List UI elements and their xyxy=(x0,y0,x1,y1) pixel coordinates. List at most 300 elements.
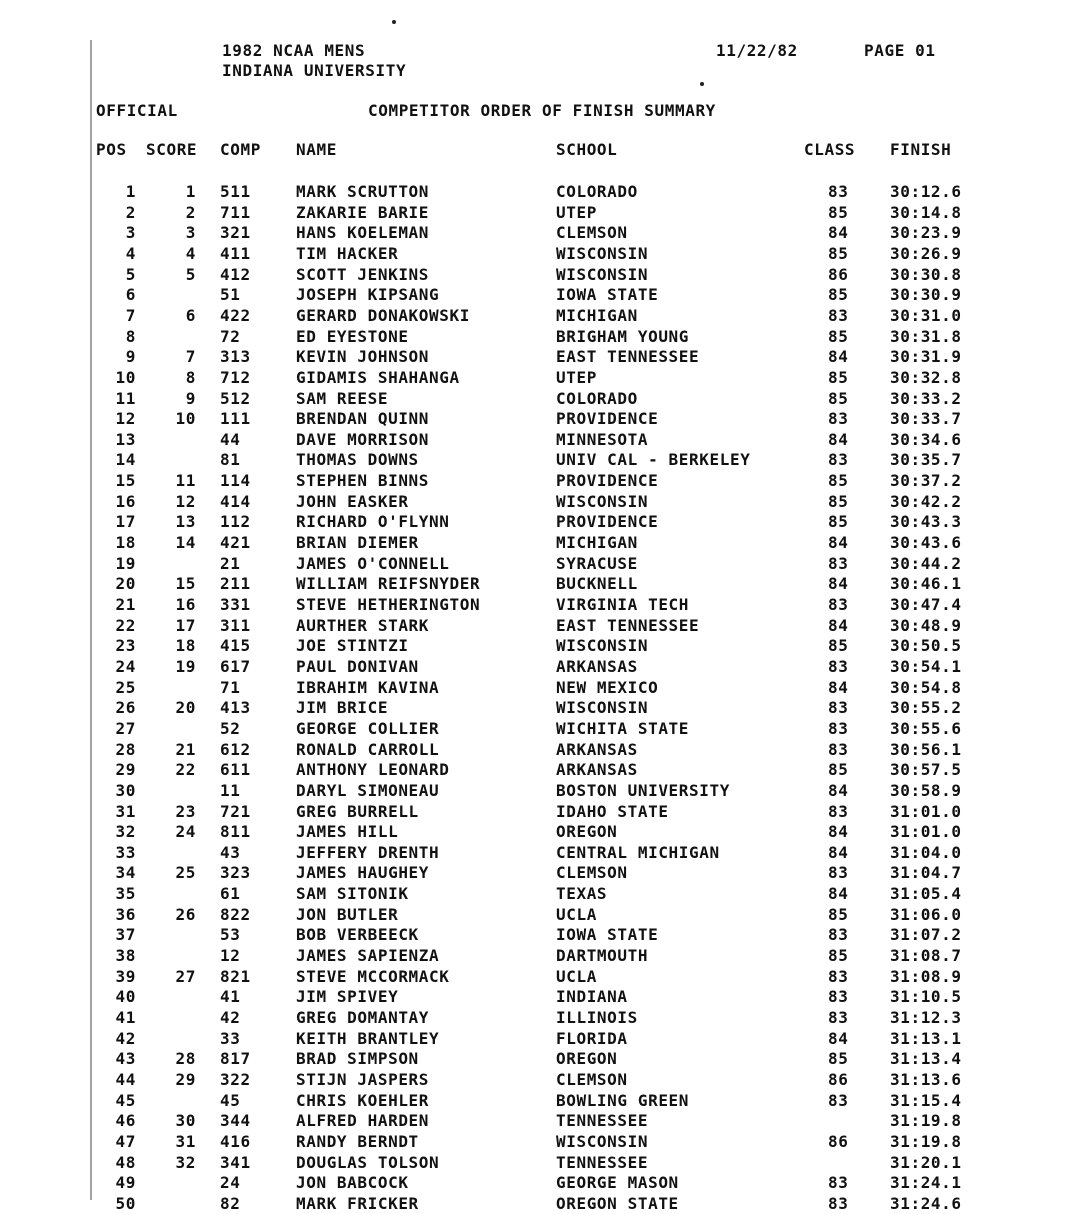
row-runner-name: KEITH BRANTLEY xyxy=(296,1028,440,1048)
row-competitor-number: 421 xyxy=(220,533,251,553)
row-runner-name: JAMES HAUGHEY xyxy=(296,863,430,883)
row-competitor-number: 821 xyxy=(220,966,251,986)
row-school: PROVIDENCE xyxy=(556,512,659,532)
row-finish-time: 30:58.9 xyxy=(890,780,962,800)
row-team-score: 22 xyxy=(175,760,196,780)
row-class-year: 83 xyxy=(828,409,849,429)
row-team-score: 25 xyxy=(175,863,196,883)
row-runner-name: ED EYESTONE xyxy=(296,326,409,346)
row-school: UCLA xyxy=(556,904,597,924)
row-competitor-number: 114 xyxy=(220,471,251,491)
row-runner-name: JAMES SAPIENZA xyxy=(296,946,440,966)
row-competitor-number: 43 xyxy=(220,842,241,862)
row-position: 40 xyxy=(115,987,136,1007)
row-team-score: 13 xyxy=(175,512,196,532)
row-position: 44 xyxy=(115,1069,136,1089)
table-row xyxy=(0,905,1088,925)
row-finish-time: 30:30.8 xyxy=(890,264,962,284)
row-runner-name: JON BUTLER xyxy=(296,904,399,924)
table-row xyxy=(0,863,1088,883)
table-row xyxy=(0,512,1088,532)
row-finish-time: 31:24.1 xyxy=(890,1173,962,1193)
row-school: COLORADO xyxy=(556,388,638,408)
report-title: COMPETITOR ORDER OF FINISH SUMMARY xyxy=(368,101,716,120)
row-class-year: 86 xyxy=(828,1131,849,1151)
row-competitor-number: 52 xyxy=(220,718,241,738)
row-school: BUCKNELL xyxy=(556,574,638,594)
row-school: TENNESSEE xyxy=(556,1152,649,1172)
row-runner-name: GERARD DONAKOWSKI xyxy=(296,305,470,325)
table-row xyxy=(0,450,1088,470)
row-runner-name: TIM HACKER xyxy=(296,243,399,263)
table-row xyxy=(0,781,1088,801)
row-runner-name: SAM REESE xyxy=(296,388,389,408)
row-finish-time: 31:15.4 xyxy=(890,1090,962,1110)
row-competitor-number: 71 xyxy=(220,677,241,697)
row-class-year: 83 xyxy=(828,925,849,945)
row-position: 19 xyxy=(115,553,136,573)
row-runner-name: CHRIS KOEHLER xyxy=(296,1090,430,1110)
scan-speck xyxy=(392,20,396,24)
row-competitor-number: 45 xyxy=(220,1090,241,1110)
row-finish-time: 30:46.1 xyxy=(890,574,962,594)
row-finish-time: 31:12.3 xyxy=(890,1008,962,1027)
row-competitor-number: 422 xyxy=(220,305,251,325)
row-runner-name: JOSEPH KIPSANG xyxy=(296,285,440,305)
row-competitor-number: 617 xyxy=(220,656,251,676)
row-finish-time: 31:13.1 xyxy=(890,1028,962,1048)
row-finish-time: 30:43.3 xyxy=(890,512,962,532)
table-row xyxy=(0,285,1088,305)
row-school: SYRACUSE xyxy=(556,553,638,573)
table-row xyxy=(0,719,1088,739)
row-runner-name: JIM SPIVEY xyxy=(296,987,399,1007)
row-class-year: 83 xyxy=(828,966,849,986)
row-class-year: 84 xyxy=(828,677,849,697)
row-runner-name: ANTHONY LEONARD xyxy=(296,760,450,780)
table-row xyxy=(0,1153,1088,1173)
table-row xyxy=(0,265,1088,285)
row-runner-name: GREG BURRELL xyxy=(296,801,419,821)
row-runner-name: KEVIN JOHNSON xyxy=(296,347,430,367)
row-competitor-number: 111 xyxy=(220,409,251,429)
row-runner-name: MARK FRICKER xyxy=(296,1193,419,1213)
row-runner-name: JAMES O'CONNELL xyxy=(296,553,450,573)
row-position: 31 xyxy=(115,801,136,821)
table-row xyxy=(0,1070,1088,1090)
row-position: 30 xyxy=(115,780,136,800)
row-competitor-number: 611 xyxy=(220,760,251,780)
row-runner-name: ALFRED HARDEN xyxy=(296,1111,430,1131)
col-header-name: NAME xyxy=(296,140,337,159)
col-header-school: SCHOOL xyxy=(556,140,618,159)
row-school: VIRGINIA TECH xyxy=(556,595,690,614)
row-competitor-number: 321 xyxy=(220,223,251,243)
row-runner-name: JOHN EASKER xyxy=(296,491,409,511)
row-team-score: 16 xyxy=(175,595,196,614)
row-team-score: 12 xyxy=(175,491,196,511)
row-class-year: 85 xyxy=(828,326,849,346)
row-runner-name: JON BABCOCK xyxy=(296,1173,409,1193)
row-finish-time: 31:08.7 xyxy=(890,946,962,966)
table-row xyxy=(0,182,1088,202)
row-position: 13 xyxy=(115,429,136,449)
row-position: 39 xyxy=(115,966,136,986)
row-finish-time: 31:19.8 xyxy=(890,1131,962,1151)
row-finish-time: 30:30.9 xyxy=(890,285,962,305)
row-team-score: 29 xyxy=(175,1069,196,1089)
table-row xyxy=(0,946,1088,966)
row-team-score: 31 xyxy=(175,1131,196,1151)
row-finish-time: 30:56.1 xyxy=(890,739,962,759)
row-school: ILLINOIS xyxy=(556,1008,638,1027)
row-school: MICHIGAN xyxy=(556,533,638,553)
row-runner-name: PAUL DONIVAN xyxy=(296,656,419,676)
row-finish-time: 30:31.9 xyxy=(890,347,962,367)
row-runner-name: AURTHER STARK xyxy=(296,615,430,635)
table-row xyxy=(0,843,1088,863)
row-class-year: 83 xyxy=(828,801,849,821)
row-finish-time: 30:33.7 xyxy=(890,409,962,429)
row-class-year: 83 xyxy=(828,305,849,325)
row-class-year: 85 xyxy=(828,1049,849,1069)
row-class-year: 85 xyxy=(828,636,849,656)
row-finish-time: 30:31.8 xyxy=(890,326,962,346)
row-competitor-number: 822 xyxy=(220,904,251,924)
row-school: ARKANSAS xyxy=(556,760,638,780)
row-class-year: 83 xyxy=(828,553,849,573)
row-team-score: 18 xyxy=(175,636,196,656)
table-row xyxy=(0,616,1088,636)
row-school: EAST TENNESSEE xyxy=(556,615,700,635)
row-finish-time: 31:13.6 xyxy=(890,1069,962,1089)
row-school: FLORIDA xyxy=(556,1028,628,1048)
row-class-year: 83 xyxy=(828,595,849,614)
row-class-year: 83 xyxy=(828,656,849,676)
row-team-score: 20 xyxy=(175,698,196,718)
row-team-score: 2 xyxy=(185,202,196,222)
row-school: ARKANSAS xyxy=(556,656,638,676)
row-position: 11 xyxy=(115,388,136,408)
row-school: DARTMOUTH xyxy=(556,946,649,966)
row-position: 45 xyxy=(115,1090,136,1110)
row-competitor-number: 416 xyxy=(220,1131,251,1151)
row-runner-name: HANS KOELEMAN xyxy=(296,223,430,243)
host-name: INDIANA UNIVERSITY xyxy=(222,61,407,80)
table-row xyxy=(0,368,1088,388)
table-row xyxy=(0,223,1088,243)
row-finish-time: 30:55.6 xyxy=(890,718,962,738)
row-class-year: 84 xyxy=(828,842,849,862)
report-date: 11/22/82 xyxy=(716,41,798,60)
row-runner-name: DAVE MORRISON xyxy=(296,429,430,449)
row-team-score: 8 xyxy=(185,367,196,387)
table-row xyxy=(0,822,1088,842)
row-position: 21 xyxy=(115,595,136,614)
row-position: 32 xyxy=(115,822,136,842)
row-competitor-number: 211 xyxy=(220,574,251,594)
row-class-year: 83 xyxy=(828,1008,849,1027)
row-finish-time: 31:20.1 xyxy=(890,1152,962,1172)
row-position: 23 xyxy=(115,636,136,656)
row-school: IOWA STATE xyxy=(556,925,659,945)
row-competitor-number: 81 xyxy=(220,450,241,470)
row-competitor-number: 712 xyxy=(220,367,251,387)
row-school: OREGON STATE xyxy=(556,1193,679,1213)
row-team-score: 11 xyxy=(175,471,196,491)
table-row xyxy=(0,389,1088,409)
row-position: 42 xyxy=(115,1028,136,1048)
row-runner-name: STIJN JASPERS xyxy=(296,1069,430,1089)
row-competitor-number: 711 xyxy=(220,202,251,222)
row-team-score: 32 xyxy=(175,1152,196,1172)
row-finish-time: 30:54.1 xyxy=(890,656,962,676)
row-class-year: 83 xyxy=(828,987,849,1007)
row-position: 25 xyxy=(115,677,136,697)
row-school: UCLA xyxy=(556,966,597,986)
row-school: CENTRAL MICHIGAN xyxy=(556,842,720,862)
row-class-year: 84 xyxy=(828,574,849,594)
row-position: 20 xyxy=(115,574,136,594)
row-school: UNIV CAL - BERKELEY xyxy=(556,450,751,470)
row-competitor-number: 313 xyxy=(220,347,251,367)
row-team-score: 27 xyxy=(175,966,196,986)
row-finish-time: 31:08.9 xyxy=(890,966,962,986)
row-class-year: 84 xyxy=(828,615,849,635)
col-header-finish: FINISH xyxy=(890,140,952,159)
table-row xyxy=(0,760,1088,780)
table-row xyxy=(0,657,1088,677)
row-class-year: 83 xyxy=(828,1193,849,1213)
row-finish-time: 31:05.4 xyxy=(890,884,962,904)
row-team-score: 7 xyxy=(185,347,196,367)
row-position: 2 xyxy=(125,202,136,222)
row-position: 7 xyxy=(125,305,136,325)
table-row xyxy=(0,1111,1088,1131)
row-class-year: 83 xyxy=(828,1090,849,1110)
table-row xyxy=(0,925,1088,945)
row-runner-name: JAMES HILL xyxy=(296,822,399,842)
row-finish-time: 30:44.2 xyxy=(890,553,962,573)
row-school: BOSTON UNIVERSITY xyxy=(556,780,730,800)
row-finish-time: 30:42.2 xyxy=(890,491,962,511)
row-competitor-number: 53 xyxy=(220,925,241,945)
row-competitor-number: 112 xyxy=(220,512,251,532)
row-school: CLEMSON xyxy=(556,863,628,883)
table-row xyxy=(0,244,1088,264)
row-runner-name: THOMAS DOWNS xyxy=(296,450,419,470)
row-position: 6 xyxy=(125,285,136,305)
table-row xyxy=(0,471,1088,491)
row-class-year: 85 xyxy=(828,388,849,408)
row-competitor-number: 811 xyxy=(220,822,251,842)
row-competitor-number: 341 xyxy=(220,1152,251,1172)
row-runner-name: ZAKARIE BARIE xyxy=(296,202,430,222)
row-finish-time: 30:43.6 xyxy=(890,533,962,553)
row-finish-time: 31:06.0 xyxy=(890,904,962,924)
row-team-score: 23 xyxy=(175,801,196,821)
row-finish-time: 31:13.4 xyxy=(890,1049,962,1069)
table-row xyxy=(0,595,1088,615)
row-school: ARKANSAS xyxy=(556,739,638,759)
row-runner-name: DARYL SIMONEAU xyxy=(296,780,440,800)
row-class-year: 85 xyxy=(828,202,849,222)
row-position: 1 xyxy=(125,182,136,201)
row-runner-name: STEPHEN BINNS xyxy=(296,471,430,491)
row-finish-time: 31:24.6 xyxy=(890,1193,962,1213)
row-school: TEXAS xyxy=(556,884,608,904)
row-runner-name: GREG DOMANTAY xyxy=(296,1008,430,1027)
row-class-year: 83 xyxy=(828,739,849,759)
row-competitor-number: 311 xyxy=(220,615,251,635)
row-runner-name: IBRAHIM KAVINA xyxy=(296,677,440,697)
row-class-year: 86 xyxy=(828,264,849,284)
row-runner-name: WILLIAM REIFSNYDER xyxy=(296,574,481,594)
row-finish-time: 30:48.9 xyxy=(890,615,962,635)
row-class-year: 85 xyxy=(828,367,849,387)
event-title: 1982 NCAA MENS xyxy=(222,41,366,60)
row-class-year: 84 xyxy=(828,223,849,243)
row-competitor-number: 11 xyxy=(220,780,241,800)
table-row xyxy=(0,967,1088,987)
table-row xyxy=(0,1091,1088,1111)
table-row xyxy=(0,409,1088,429)
row-position: 18 xyxy=(115,533,136,553)
table-row xyxy=(0,306,1088,326)
row-finish-time: 30:35.7 xyxy=(890,450,962,470)
row-finish-time: 30:37.2 xyxy=(890,471,962,491)
row-school: CLEMSON xyxy=(556,1069,628,1089)
row-position: 22 xyxy=(115,615,136,635)
row-school: MICHIGAN xyxy=(556,305,638,325)
row-class-year: 83 xyxy=(828,450,849,470)
row-position: 8 xyxy=(125,326,136,346)
row-position: 41 xyxy=(115,1008,136,1027)
row-position: 47 xyxy=(115,1131,136,1151)
row-runner-name: GIDAMIS SHAHANGA xyxy=(296,367,460,387)
row-school: PROVIDENCE xyxy=(556,409,659,429)
row-runner-name: BRENDAN QUINN xyxy=(296,409,430,429)
table-row xyxy=(0,987,1088,1007)
page-number: PAGE 01 xyxy=(864,41,936,60)
row-team-score: 19 xyxy=(175,656,196,676)
row-class-year: 85 xyxy=(828,946,849,966)
row-school: NEW MEXICO xyxy=(556,677,659,697)
row-finish-time: 30:55.2 xyxy=(890,698,962,718)
row-class-year: 83 xyxy=(828,1173,849,1193)
row-team-score: 6 xyxy=(185,305,196,325)
row-runner-name: RONALD CARROLL xyxy=(296,739,440,759)
row-school: IOWA STATE xyxy=(556,285,659,305)
row-finish-time: 30:47.4 xyxy=(890,595,962,614)
row-competitor-number: 33 xyxy=(220,1028,241,1048)
row-competitor-number: 415 xyxy=(220,636,251,656)
row-school: WISCONSIN xyxy=(556,636,649,656)
table-row xyxy=(0,574,1088,594)
row-finish-time: 30:57.5 xyxy=(890,760,962,780)
row-class-year: 84 xyxy=(828,1028,849,1048)
row-class-year: 84 xyxy=(828,429,849,449)
row-competitor-number: 413 xyxy=(220,698,251,718)
row-class-year: 84 xyxy=(828,347,849,367)
row-team-score: 26 xyxy=(175,904,196,924)
row-position: 24 xyxy=(115,656,136,676)
table-row xyxy=(0,533,1088,553)
row-finish-time: 30:31.0 xyxy=(890,305,962,325)
table-row xyxy=(0,1194,1088,1214)
row-finish-time: 30:34.6 xyxy=(890,429,962,449)
row-school: BOWLING GREEN xyxy=(556,1090,690,1110)
row-runner-name: RANDY BERNDT xyxy=(296,1131,419,1151)
row-finish-time: 31:01.0 xyxy=(890,801,962,821)
row-school: COLORADO xyxy=(556,182,638,201)
row-team-score: 30 xyxy=(175,1111,196,1131)
row-school: PROVIDENCE xyxy=(556,471,659,491)
row-class-year: 83 xyxy=(828,718,849,738)
table-row xyxy=(0,678,1088,698)
row-position: 27 xyxy=(115,718,136,738)
row-competitor-number: 82 xyxy=(220,1193,241,1213)
table-row xyxy=(0,636,1088,656)
row-position: 3 xyxy=(125,223,136,243)
row-finish-time: 31:19.8 xyxy=(890,1111,962,1131)
row-class-year: 86 xyxy=(828,1069,849,1089)
row-class-year: 85 xyxy=(828,760,849,780)
row-team-score: 5 xyxy=(185,264,196,284)
row-school: WISCONSIN xyxy=(556,243,649,263)
row-school: WISCONSIN xyxy=(556,264,649,284)
row-school: WISCONSIN xyxy=(556,1131,649,1151)
table-row xyxy=(0,1173,1088,1193)
table-row xyxy=(0,740,1088,760)
row-runner-name: DOUGLAS TOLSON xyxy=(296,1152,440,1172)
row-runner-name: SAM SITONIK xyxy=(296,884,409,904)
row-class-year: 83 xyxy=(828,863,849,883)
col-header-class: CLASS xyxy=(804,140,856,159)
row-class-year: 85 xyxy=(828,512,849,532)
row-runner-name: JIM BRICE xyxy=(296,698,389,718)
table-row xyxy=(0,1132,1088,1152)
row-school: GEORGE MASON xyxy=(556,1173,679,1193)
row-class-year: 84 xyxy=(828,780,849,800)
row-finish-time: 31:04.0 xyxy=(890,842,962,862)
row-class-year: 85 xyxy=(828,904,849,924)
row-team-score: 14 xyxy=(175,533,196,553)
row-position: 49 xyxy=(115,1173,136,1193)
row-runner-name: BOB VERBEECK xyxy=(296,925,419,945)
row-position: 10 xyxy=(115,367,136,387)
row-competitor-number: 512 xyxy=(220,388,251,408)
row-school: EAST TENNESSEE xyxy=(556,347,700,367)
col-header-comp: COMP xyxy=(220,140,261,159)
row-class-year: 85 xyxy=(828,243,849,263)
row-competitor-number: 12 xyxy=(220,946,241,966)
row-position: 38 xyxy=(115,946,136,966)
row-competitor-number: 412 xyxy=(220,264,251,284)
row-team-score: 4 xyxy=(185,243,196,263)
row-competitor-number: 414 xyxy=(220,491,251,511)
row-competitor-number: 21 xyxy=(220,553,241,573)
row-class-year: 83 xyxy=(828,698,849,718)
row-runner-name: GEORGE COLLIER xyxy=(296,718,440,738)
row-position: 50 xyxy=(115,1193,136,1213)
row-school: UTEP xyxy=(556,202,597,222)
row-finish-time: 31:10.5 xyxy=(890,987,962,1007)
row-team-score: 10 xyxy=(175,409,196,429)
row-position: 46 xyxy=(115,1111,136,1131)
row-runner-name: STEVE MCCORMACK xyxy=(296,966,450,986)
row-class-year: 85 xyxy=(828,471,849,491)
